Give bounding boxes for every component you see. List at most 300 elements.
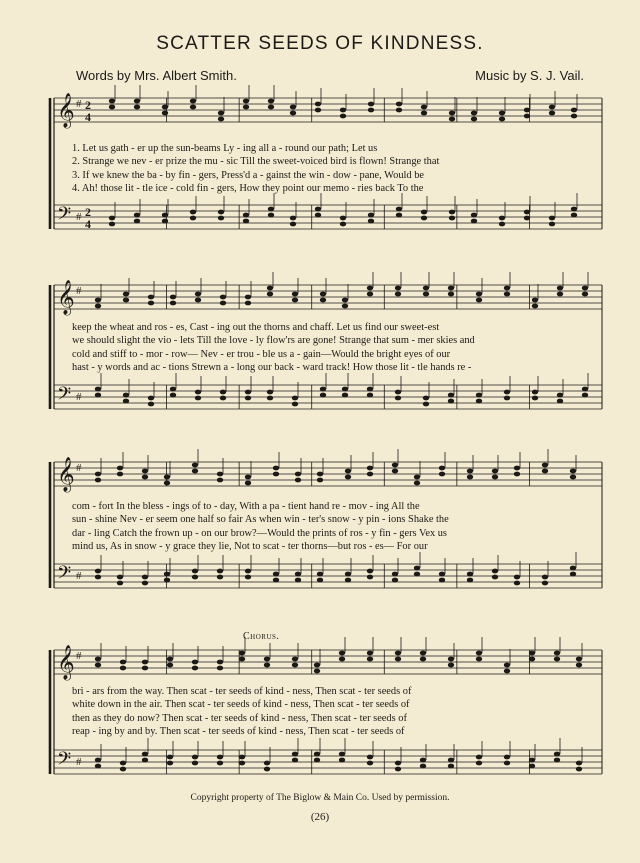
time-signature: 2 [85, 205, 91, 219]
note-head [423, 286, 429, 291]
note-head [134, 213, 140, 218]
note-head [396, 213, 402, 218]
note-head [439, 466, 445, 471]
note-head [529, 657, 535, 662]
note-head [549, 222, 555, 227]
note-head [218, 216, 224, 221]
note-head [554, 651, 560, 656]
note-head [267, 286, 273, 291]
note-head [273, 572, 279, 577]
note-head [239, 657, 245, 662]
note-head [195, 292, 201, 297]
note-head [571, 114, 577, 119]
note-head [367, 761, 373, 766]
note-head [554, 752, 560, 757]
note-head [514, 466, 520, 471]
note-head [532, 396, 538, 401]
lyric-line: sun - shine Nev - er seem one half so fair As when win - ter's snow - y pin - ions Shake the [72, 514, 449, 526]
lyrics-block-4 [72, 685, 594, 738]
note-head [395, 396, 401, 401]
note-head [148, 402, 154, 407]
note-head [524, 210, 530, 215]
note-head [395, 651, 401, 656]
note-head [170, 393, 176, 398]
note-head [134, 99, 140, 104]
note-head [557, 292, 563, 297]
treble-clef-icon: 𝄞 [57, 93, 75, 128]
note-head [504, 286, 510, 291]
note-head [345, 578, 351, 583]
note-head [268, 213, 274, 218]
note-head [243, 213, 249, 218]
note-head [120, 660, 126, 665]
note-head [392, 572, 398, 577]
lyric-line: com - fort In the bless - ings of to - day, With a pa - tient hand re - mov - ing All the [72, 501, 420, 512]
note-head [320, 292, 326, 297]
note-head [448, 758, 454, 763]
music-credit: Music by S. J. Vail. [475, 68, 584, 83]
note-head [420, 651, 426, 656]
note-head [320, 393, 326, 398]
sharp-icon: # [76, 650, 82, 662]
note-head [392, 469, 398, 474]
note-head [95, 298, 101, 303]
note-head [504, 669, 510, 674]
note-head [170, 301, 176, 306]
note-head [571, 213, 577, 218]
note-head [467, 475, 473, 480]
note-head [290, 222, 296, 227]
note-head [164, 481, 170, 486]
note-head [164, 572, 170, 577]
note-head [396, 108, 402, 113]
note-head [317, 478, 323, 483]
note-head [576, 761, 582, 766]
note-head [414, 566, 420, 571]
note-head [148, 301, 154, 306]
note-head [148, 295, 154, 300]
note-head [314, 758, 320, 763]
note-head [134, 219, 140, 224]
note-head [570, 469, 576, 474]
note-head [239, 761, 245, 766]
sharp-icon: # [76, 391, 82, 403]
note-head [273, 578, 279, 583]
note-head [268, 99, 274, 104]
note-head [195, 390, 201, 395]
time-signature: 4 [85, 217, 91, 231]
note-head [123, 399, 129, 404]
note-head [220, 396, 226, 401]
note-head [273, 472, 279, 477]
note-head [367, 466, 373, 471]
note-head [448, 663, 454, 668]
chorus-label: Chorus. [243, 631, 280, 642]
note-head [195, 396, 201, 401]
note-head [295, 572, 301, 577]
lyric-line: 1. Let us gath - er up the sun-beams Ly - ing all a - round our path; Let us [72, 143, 378, 154]
note-head [95, 478, 101, 483]
note-head [192, 755, 198, 760]
note-head [367, 472, 373, 477]
note-head [342, 304, 348, 309]
note-head [367, 286, 373, 291]
note-head [570, 566, 576, 571]
note-head [290, 105, 296, 110]
note-head [467, 572, 473, 577]
note-head [134, 105, 140, 110]
note-head [120, 767, 126, 772]
note-head [423, 402, 429, 407]
note-head [292, 657, 298, 662]
lyric-line: 2. Strange we nev - er prize the mu - sic Till the sweet-voiced bird is flown! Strange that [72, 156, 440, 168]
lyrics-block-3 [72, 500, 594, 553]
note-head [367, 575, 373, 580]
bass-clef-icon: 𝄢 [57, 563, 72, 588]
note-head [120, 666, 126, 671]
note-head [315, 213, 321, 218]
note-head [499, 111, 505, 116]
note-head [245, 569, 251, 574]
note-head [264, 657, 270, 662]
note-head [295, 472, 301, 477]
note-head [292, 758, 298, 763]
note-head [339, 651, 345, 656]
note-head [317, 572, 323, 577]
note-head [95, 393, 101, 398]
note-head [117, 575, 123, 580]
note-head [420, 758, 426, 763]
note-head [339, 758, 345, 763]
note-head [471, 117, 477, 122]
lyric-line: keep the wheat and ros - es, Cast - ing out the thorns and chaff. Let us find our sweet-est [72, 322, 440, 333]
note-head [109, 216, 115, 221]
note-head [267, 292, 273, 297]
note-head [295, 478, 301, 483]
note-head [448, 764, 454, 769]
note-head [95, 569, 101, 574]
note-head [95, 663, 101, 668]
words-credit: Words by Mrs. Albert Smith. [76, 68, 237, 83]
note-head [340, 108, 346, 113]
note-head [471, 111, 477, 116]
note-head [217, 755, 223, 760]
note-head [123, 292, 129, 297]
note-head [549, 105, 555, 110]
note-head [421, 216, 427, 221]
note-head [339, 752, 345, 757]
lyric-line: mind us, As in snow - y grace they lie, Not to scat - ter thorns—but ros - es— For our [72, 540, 428, 552]
note-head [571, 207, 577, 212]
note-head [217, 660, 223, 665]
note-head [549, 111, 555, 116]
note-head [476, 761, 482, 766]
note-head [449, 117, 455, 122]
note-head [542, 463, 548, 468]
note-head [267, 390, 273, 395]
note-head [367, 393, 373, 398]
note-head [192, 569, 198, 574]
sharp-icon: # [76, 285, 82, 297]
song-title: SCATTER SEEDS OF KINDNESS. [156, 33, 484, 54]
note-head [476, 292, 482, 297]
note-head [396, 102, 402, 107]
note-head [542, 575, 548, 580]
note-head [476, 298, 482, 303]
sharp-icon: # [76, 756, 82, 768]
note-head [414, 481, 420, 486]
note-head [476, 393, 482, 398]
note-head [467, 578, 473, 583]
note-head [542, 469, 548, 474]
note-head [395, 761, 401, 766]
note-head [340, 216, 346, 221]
note-head [217, 478, 223, 483]
note-head [292, 402, 298, 407]
note-head [142, 575, 148, 580]
note-head [524, 108, 530, 113]
note-head [514, 575, 520, 580]
note-head [392, 463, 398, 468]
sharp-icon: # [76, 211, 82, 223]
note-head [142, 475, 148, 480]
note-head [314, 752, 320, 757]
note-head [190, 216, 196, 221]
note-head [582, 286, 588, 291]
note-head [164, 578, 170, 583]
note-head [148, 396, 154, 401]
note-head [524, 216, 530, 221]
note-head [395, 286, 401, 291]
note-head [439, 572, 445, 577]
note-head [582, 292, 588, 297]
note-head [109, 222, 115, 227]
note-head [264, 767, 270, 772]
note-head [162, 219, 168, 224]
note-head [290, 216, 296, 221]
note-head [414, 475, 420, 480]
note-head [162, 213, 168, 218]
note-head [192, 575, 198, 580]
note-head [95, 657, 101, 662]
note-head [367, 387, 373, 392]
note-head [476, 399, 482, 404]
note-head [504, 390, 510, 395]
note-head [504, 292, 510, 297]
note-head [504, 396, 510, 401]
note-head [367, 292, 373, 297]
note-head [95, 575, 101, 580]
note-head [448, 292, 454, 297]
note-head [245, 295, 251, 300]
note-head [109, 99, 115, 104]
page-number: (26) [310, 811, 330, 823]
note-head [524, 114, 530, 119]
lyrics-block-2 [72, 321, 594, 374]
note-head [245, 481, 251, 486]
note-head [95, 304, 101, 309]
note-head [423, 396, 429, 401]
note-head [529, 651, 535, 656]
note-head [448, 399, 454, 404]
note-head [192, 660, 198, 665]
note-head [421, 111, 427, 116]
note-head [570, 475, 576, 480]
note-head [471, 219, 477, 224]
note-head [120, 761, 126, 766]
lyric-line: hast - y words and ac - tions Strewn a - long our back - ward track! How those lit - tle hands re - [72, 361, 472, 373]
lyric-line: bri - ars from the way. Then scat - ter seeds of kind - ness, Then scat - ter seeds of [72, 686, 412, 697]
note-head [142, 581, 148, 586]
note-head [471, 213, 477, 218]
note-head [582, 393, 588, 398]
note-head [268, 207, 274, 212]
note-head [292, 752, 298, 757]
note-head [109, 105, 115, 110]
note-head [123, 298, 129, 303]
note-head [195, 298, 201, 303]
note-head [342, 298, 348, 303]
note-head [514, 472, 520, 477]
note-head [529, 764, 535, 769]
note-head [190, 99, 196, 104]
note-head [448, 286, 454, 291]
note-head [192, 463, 198, 468]
note-head [532, 390, 538, 395]
note-head [449, 210, 455, 215]
note-head [542, 581, 548, 586]
note-head [190, 105, 196, 110]
note-head [367, 651, 373, 656]
note-head [423, 292, 429, 297]
lyric-line: white down in the air. Then scat - ter seeds of kind - ness, Then scat - ter seeds of [72, 699, 410, 711]
lyric-line: 4. Ah! those lit - tle ice - cold fin - gers, How they point our memo - ries back To the [72, 182, 424, 194]
note-head [245, 575, 251, 580]
note-head [368, 213, 374, 218]
note-head [315, 102, 321, 107]
note-head [220, 390, 226, 395]
note-head [162, 105, 168, 110]
bass-clef-icon: 𝄢 [57, 204, 72, 229]
note-head [95, 764, 101, 769]
note-head [340, 114, 346, 119]
note-head [367, 657, 373, 662]
lyric-line: then as they do now? Then scat - ter seeds of kind - ness, Then scat - ter seeds of [72, 712, 407, 724]
note-head [245, 390, 251, 395]
note-head [264, 663, 270, 668]
note-head [492, 575, 498, 580]
note-head [273, 466, 279, 471]
note-head [492, 475, 498, 480]
note-head [295, 578, 301, 583]
note-head [315, 108, 321, 113]
note-head [167, 761, 173, 766]
note-head [395, 657, 401, 662]
note-head [492, 569, 498, 574]
note-head [449, 216, 455, 221]
time-signature: 2 [85, 98, 91, 112]
note-head [245, 396, 251, 401]
note-head [576, 767, 582, 772]
note-head [268, 105, 274, 110]
note-head [167, 657, 173, 662]
note-head [557, 393, 563, 398]
note-head [576, 663, 582, 668]
note-head [95, 472, 101, 477]
note-head [395, 292, 401, 297]
note-head [492, 469, 498, 474]
note-head [368, 102, 374, 107]
note-head [164, 475, 170, 480]
note-head [192, 469, 198, 474]
note-head [467, 469, 473, 474]
note-head [117, 472, 123, 477]
note-head [345, 469, 351, 474]
note-head [217, 761, 223, 766]
note-head [192, 666, 198, 671]
note-head [217, 569, 223, 574]
sharp-icon: # [76, 462, 82, 474]
note-head [218, 111, 224, 116]
note-head [395, 767, 401, 772]
note-head [314, 663, 320, 668]
note-head [367, 569, 373, 574]
note-head [549, 216, 555, 221]
note-head [245, 301, 251, 306]
note-head [368, 219, 374, 224]
note-head [142, 758, 148, 763]
note-head [448, 657, 454, 662]
note-head [504, 755, 510, 760]
note-head [340, 222, 346, 227]
note-head [557, 399, 563, 404]
note-head [317, 578, 323, 583]
note-head [476, 755, 482, 760]
note-head [190, 210, 196, 215]
note-head [392, 578, 398, 583]
note-head [95, 758, 101, 763]
note-head [476, 651, 482, 656]
note-head [499, 117, 505, 122]
note-head [239, 651, 245, 656]
note-head [514, 581, 520, 586]
lyric-line: dar - ling Catch the frown up - on our brow?—Would the prints of ros - y fin - gers Vex us [72, 527, 447, 539]
note-head [554, 657, 560, 662]
note-head [342, 387, 348, 392]
note-head [529, 758, 535, 763]
note-head [314, 669, 320, 674]
note-head [576, 657, 582, 662]
note-head [557, 286, 563, 291]
note-head [142, 666, 148, 671]
note-head [476, 657, 482, 662]
note-head [217, 472, 223, 477]
sharp-icon: # [76, 570, 82, 582]
copyright-notice: Copyright property of The Biglow & Main Co. Used by permission. [190, 793, 450, 803]
note-head [192, 761, 198, 766]
note-head [420, 657, 426, 662]
note-head [582, 387, 588, 392]
note-head [396, 207, 402, 212]
note-head [320, 298, 326, 303]
treble-clef-icon: 𝄞 [57, 645, 75, 680]
note-head [290, 111, 296, 116]
note-head [267, 396, 273, 401]
note-head [342, 393, 348, 398]
treble-clef-icon: 𝄞 [57, 457, 75, 492]
note-head [439, 472, 445, 477]
note-head [239, 755, 245, 760]
